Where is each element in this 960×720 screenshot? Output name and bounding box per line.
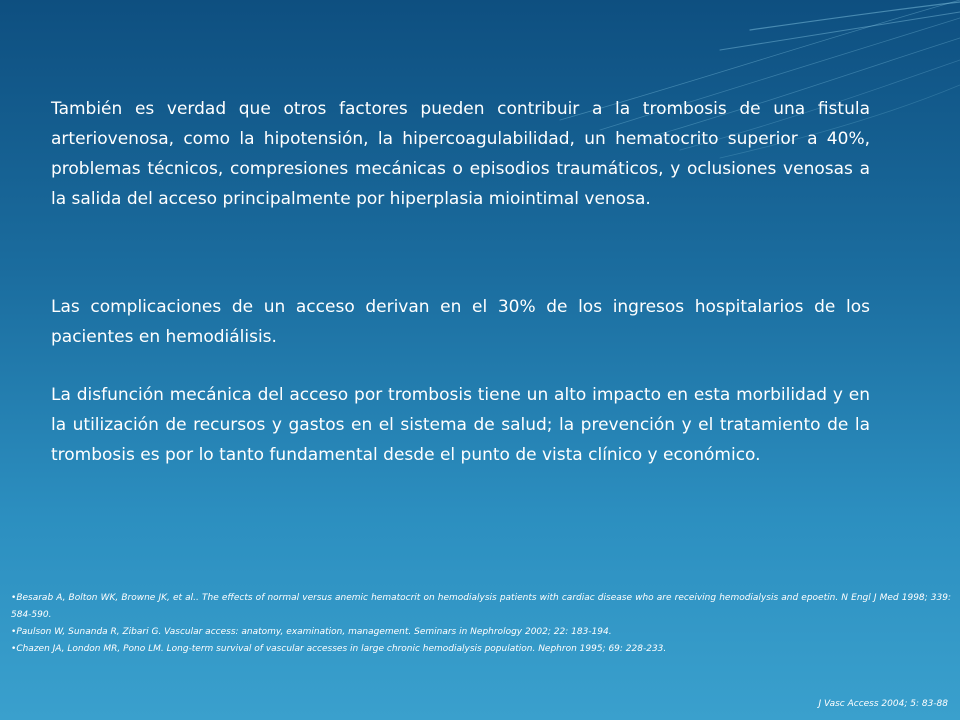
bullet-icon: • [11, 593, 17, 603]
bullet-icon: • [11, 644, 17, 654]
reference-text: Chazen JA, London MR, Pono LM. Long-term survival of vascular accesses in large chronic hemodialysis population. Nephron 1995; 69: 228-233. [16, 644, 667, 654]
reference-text: Paulson W, Sunanda R, Zibari G. Vascular access: anatomy, examination, management. Seminars in Nephrology 2002; 22: 183-194. [16, 627, 612, 637]
references-list [11, 590, 951, 658]
paragraph-mechanical-dysfunction: La disfunción mecánica del acceso por trombosis tiene un alto impacto en esta morbilidad y en la utilización de recursos y gastos en el sistema de salud; la prevención y el tratamiento de la trombosis es por lo tanto fundamental desde el punto de vista clínico y económico. [51, 385, 870, 465]
reference-item [11, 624, 951, 641]
reference-item [11, 641, 951, 658]
reference-text: Besarab A, Bolton WK, Browne JK, et al.. The effects of normal versus anemic hematocrit on hemodialysis patients with cardiac disease who are receiving hemodialysis and epoetin. N Engl J Med 1998; 339: 584-590. [11, 593, 951, 620]
bullet-icon: • [11, 627, 17, 637]
reference-item [11, 590, 951, 624]
journal-citation: J Vasc Access 2004; 5: 83-88 [818, 699, 948, 709]
paragraph-complications: Las complicaciones de un acceso derivan en el 30% de los ingresos hospitalarios de los pacientes en hemodiálisis. [51, 297, 870, 347]
paragraph-thrombosis-factors: También es verdad que otros factores pueden contribuir a la trombosis de una fistula arteriovenosa, como la hipotensión, la hipercoagulabilidad, un hematocrito superior a 40%, problemas técnicos, compresiones mecánicas o episodios traumáticos, y oclusiones venosas a la salida del acceso principalmente por hiperplasia miointimal venosa. [51, 99, 870, 209]
